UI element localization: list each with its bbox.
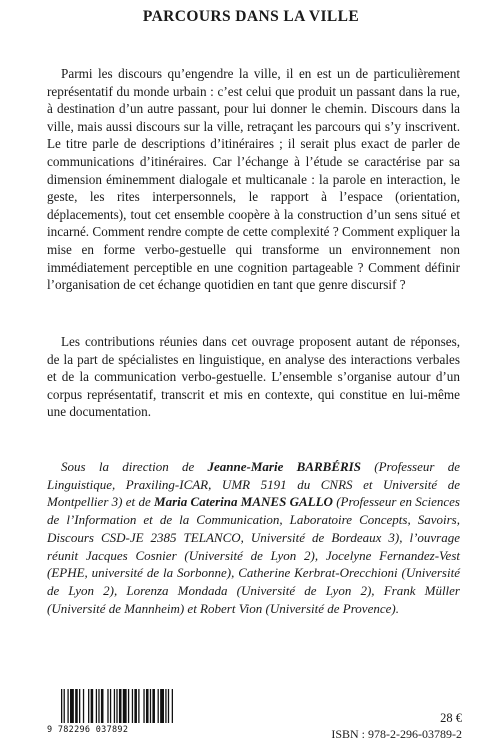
barcode-bar [165,689,166,723]
credits-intro: Sous la direction de [61,459,208,474]
barcode-bar [119,689,122,723]
barcode-bar [114,689,115,723]
barcode-bar [61,689,62,723]
barcode-bar [107,689,108,723]
barcode-bar [172,689,173,723]
barcode-bar [123,689,127,723]
barcode-bar [79,689,80,723]
summary-paragraph-2: Les contributions réunies dans cet ouvrage proposent autant de réponses, de la part de spécialistes en linguistique, en analyse des interactions verbales et de la communication verbo-gestuelle. L’ensemble s’organise autour d’un corpus représentatif, transcrit et mis en contexte, qui constitue en lui-même une documentation. [47,334,460,420]
page-title: PARCOURS DANS LA VILLE [142,8,360,25]
barcode-bar [91,689,94,723]
barcode-bar [70,689,74,723]
editor-name-1: Jeanne-Marie BARBÉRIS [207,459,361,474]
barcode-bar [128,689,129,723]
barcode-bar [152,689,155,723]
credits-contributors: (Professeur en Sciences de l’Information et de la Communication, Laboratoire Concepts, Savoirs, Discours CSD-JE 2385 TELANCO, Université de Bordeaux 3), l’ouvrage réunit Jacques Cosnier (Université de Lyon 2), Jocelyne Fernandez-Vest (EPHE, université de la Sorbonne), Catherine Kerbrat-Orecchioni (Université de Lyon 2), Lorenza Mondada (Université de Lyon 2), Frank Müller (Université de Mannheim) et Robert Vion (Université de Provence). [47,494,460,616]
barcode-image [61,689,173,723]
barcode-bar [110,689,111,723]
barcode-bar [64,689,65,723]
barcode-bar [146,689,149,723]
barcode-bar [88,689,89,723]
barcode-bar [98,689,99,723]
barcode-bar [134,689,137,723]
barcode-bar [132,689,133,723]
credits-editor1-affiliation: (Professeur de Linguistique, Praxiling-ICAR, UMR 5191 du CNRS et Université de Montpellier 3) et de [47,459,460,510]
barcode-bar [138,689,139,723]
barcode-number: 9 782296 037892 [47,725,129,735]
barcode-bar [67,689,68,723]
barcode-bar [143,689,144,723]
barcode-bar [101,689,104,723]
barcode-bar [83,689,84,723]
barcode-bar [75,689,78,723]
barcode-bar [168,689,169,723]
price-label: 28 € [440,711,462,725]
barcode-bar [158,689,159,723]
editor-name-2: Maria Caterina MANES GALLO [154,494,333,510]
credits-paragraph [47,458,460,617]
barcode-bar [96,689,97,723]
barcode-block [47,689,177,734]
barcode-bar [150,689,151,723]
summary-paragraph-1: Parmi les discours qu’engendre la ville, il en est un de particulièrement représentatif du monde urbain : c’est celui que produit un passant dans la rue, à destination d’un autre passant, pour lui donner le chemin. Discours dans la ville, mais aussi discours sur la ville, retraçant les parcours qui s’y inscrivent. Le titre parle de descriptions d’itinéraires ; il serait plus exact de parler de communications d’itinéraires. Car l’échange à l’étude se caractérise par sa dimension éminemment dialogale et multicanale : la parole en interaction, le geste, les rites interpersonnels, le rapport à l’espace (orientation, déplacements), tout cet ensemble coopère à la construction d’un sens situé et incarné. Comment rendre compte de cette complexité ? Comment expliquer la mise en forme verbo-gestuelle qui transforme un environnement non immédiatement perceptible en une cognition partageable ? Comment définir l’organisation de cet échange quotidien en tant que genre discursif ? [47,66,460,293]
barcode-bar [160,689,164,723]
isbn-label: ISBN : 978-2-296-03789-2 [331,727,462,741]
barcode-bar [116,689,117,723]
